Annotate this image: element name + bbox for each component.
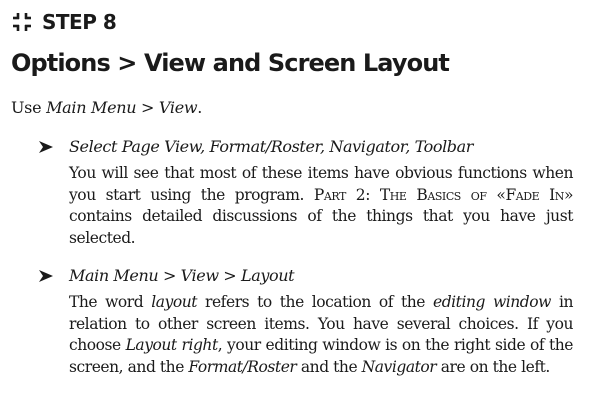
list-item-heading: Main Menu > View > Layout (69, 266, 295, 285)
body-text: are on the left. (436, 357, 550, 376)
intro-prefix: Use (11, 98, 47, 117)
arrow-bullet-icon (39, 138, 53, 156)
body-text: You will see that most of these items have obvious functions when you start using the program. (69, 164, 573, 204)
list-item-body (69, 163, 573, 249)
emphasis-term: layout (151, 293, 198, 311)
emphasis-term: Format/Roster (188, 357, 297, 376)
body-text: in relation to other screen items. You have several choices. If you choose (69, 293, 573, 354)
list-item-heading: Select Page View, Format/Roster, Navigator, Toolbar (69, 137, 474, 156)
cross-reference: Part 2: The Basics of «Fade In» (313, 185, 573, 204)
arrow-bullet-icon (39, 267, 53, 285)
list-item-page-view (11, 137, 573, 249)
intro-paragraph (11, 98, 573, 118)
list-item-layout (11, 266, 573, 378)
emphasis-term: editing window (432, 293, 551, 311)
emphasis-term: Navigator (361, 357, 437, 376)
body-text: The word (69, 293, 152, 311)
body-text: contains detailed discussions of the things that you have just selected. (69, 207, 573, 247)
step-heading (12, 8, 573, 36)
step-label: STEP 8 (42, 10, 117, 34)
page-title: Options > View and Screen Layout (11, 49, 449, 77)
hash-grid-icon (12, 12, 32, 32)
intro-suffix: . (197, 98, 203, 117)
intro-menu-path: Main Menu > View (46, 98, 198, 117)
emphasis-term: Layout right (125, 336, 218, 354)
body-text: , your editing window is on the right side of the screen, and the (69, 336, 573, 376)
body-text: refers to the location of the (197, 293, 433, 311)
body-text: and the (296, 357, 362, 376)
list-item-body (69, 292, 573, 378)
